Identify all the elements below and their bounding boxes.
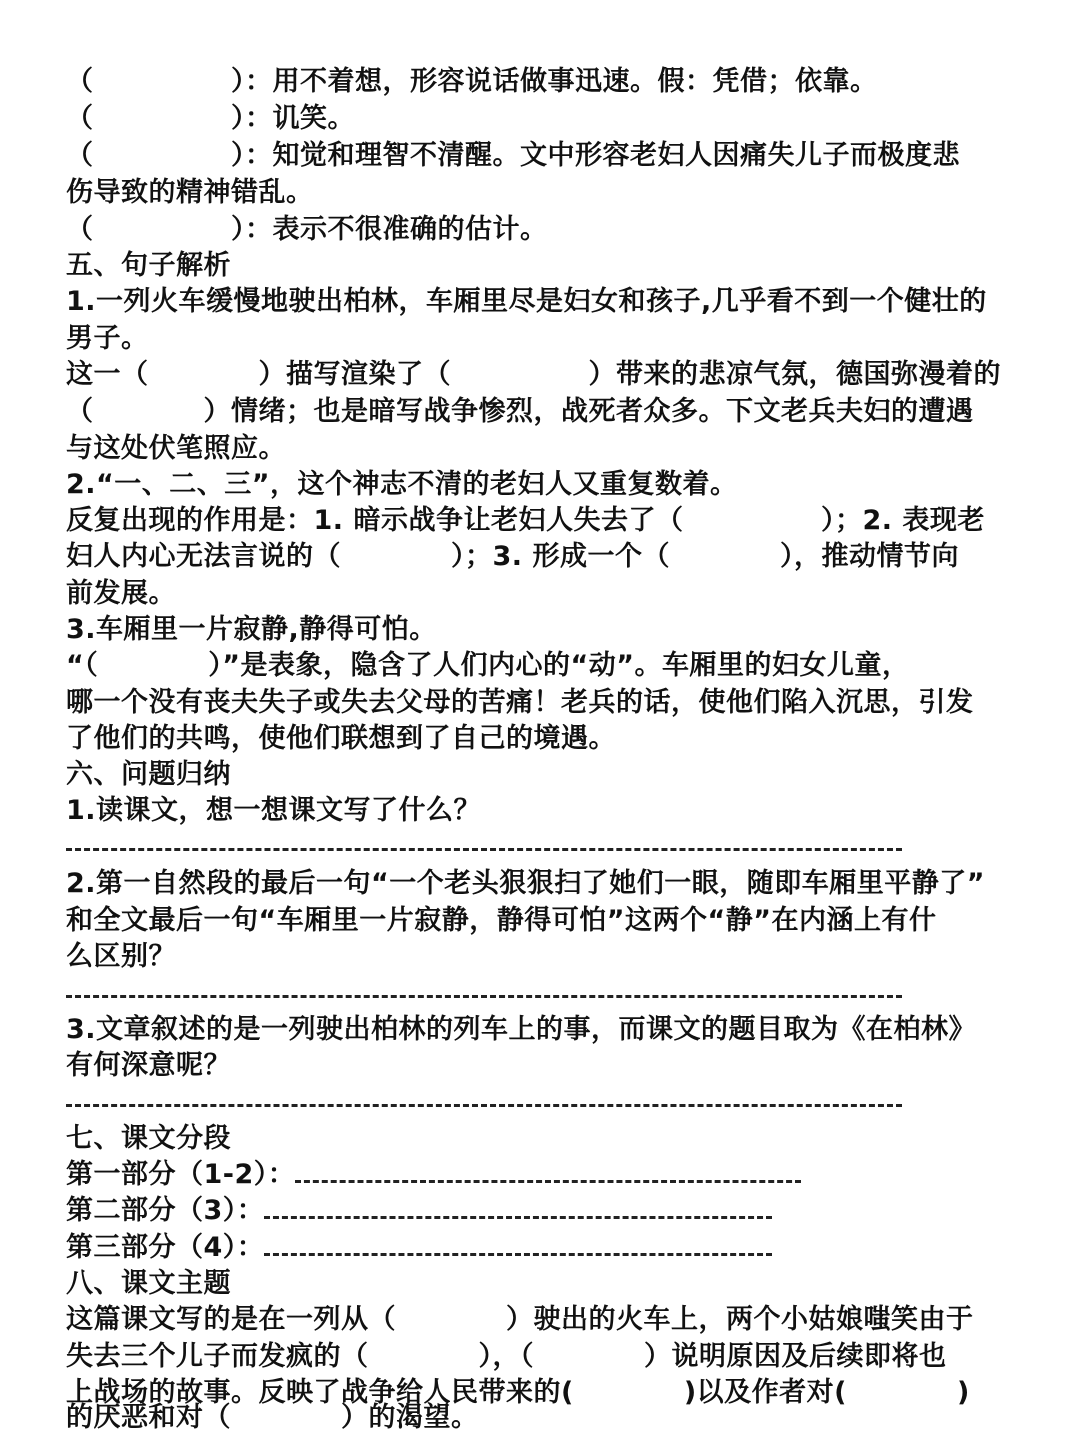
theme-line: 的厌恶和对（ ）的渴望。: [66, 1402, 479, 1433]
answer-blank[interactable]: [66, 995, 902, 998]
sentence-line: 反复出现的作用是：1. 暗示战争让老妇人失去了（ ）；2. 表现老: [66, 505, 985, 536]
part-line: [66, 1193, 1026, 1229]
section-title: 六、问题归纳: [66, 759, 231, 790]
question-line: 3.文章叙述的是一列驶出柏林的列车上的事，而课文的题目取为《在柏林》: [66, 1014, 977, 1045]
vocab-line: （ ）：讥笑。: [66, 103, 355, 134]
vocab-line: （ ）：用不着想，形容说话做事迅速。假：凭借；依靠。: [66, 66, 878, 97]
section-title: 八、课文主题: [66, 1268, 231, 1299]
theme-line: 上战场的故事。反映了战争给人民带来的( )以及作者对( ): [66, 1377, 970, 1408]
answer-blank[interactable]: [264, 1231, 772, 1256]
sentence-line: 前发展。: [66, 578, 176, 609]
part-label: 第一部分（1-2）：: [66, 1159, 296, 1190]
question-line: 和全文最后一句“车厢里一片寂静，静得可怕”这两个“静”在内涵上有什: [66, 905, 937, 936]
sentence-line: “（ ）”是表象，隐含了人们内心的“动”。车厢里的妇女儿童，: [66, 650, 910, 681]
part-label: 第二部分（3）：: [66, 1195, 265, 1226]
answer-blank[interactable]: [66, 1104, 902, 1107]
sentence-line: 男子。: [66, 323, 149, 354]
vocab-line: （ ）：知觉和理智不清醒。文中形容老妇人因痛失儿子而极度悲: [66, 140, 960, 171]
sentence-line: 2.“一、二、三”，这个神志不清的老妇人又重复数着。: [66, 469, 738, 500]
sentence-line: 1.一列火车缓慢地驶出柏林，车厢里尽是妇女和孩子,几乎看不到一个健壮的: [66, 286, 987, 317]
vocab-line: 伤导致的精神错乱。: [66, 177, 314, 208]
question-line: 么区别？: [66, 941, 176, 972]
section-title: 五、句子解析: [66, 250, 231, 281]
section-title: 七、课文分段: [66, 1123, 231, 1154]
theme-line: 这篇课文写的是在一列从（ ）驶出的火车上，两个小姑娘嗤笑由于: [66, 1304, 974, 1335]
question-line: 有何深意呢？: [66, 1050, 231, 1081]
theme-line: 失去三个儿子而发疯的（ ），（ ）说明原因及后续即将也: [66, 1341, 947, 1372]
sentence-line: 这一（ ）描写渲染了（ ）带来的悲凉气氛，德国弥漫着的: [66, 359, 1001, 390]
sentence-line: 与这处伏笔照应。: [66, 433, 286, 464]
answer-blank[interactable]: [295, 1158, 801, 1183]
sentence-line: （ ）情绪；也是暗写战争惨烈，战死者众多。下文老兵夫妇的遭遇: [66, 396, 974, 427]
answer-blank[interactable]: [264, 1194, 772, 1219]
sentence-line: 妇人内心无法言说的（ ）；3. 形成一个（ ），推动情节向: [66, 541, 959, 572]
part-line: [66, 1230, 1026, 1266]
part-label: 第三部分（4）：: [66, 1232, 265, 1263]
sentence-line: 3.车厢里一片寂静,静得可怕。: [66, 614, 437, 645]
answer-blank[interactable]: [66, 848, 902, 851]
question-line: 2.第一自然段的最后一句“一个老头狠狠扫了她们一眼，随即车厢里平静了”: [66, 868, 986, 899]
sentence-line: 哪一个没有丧夫失子或失去父母的苦痛！老兵的话，使他们陷入沉思，引发: [66, 687, 974, 718]
sentence-line: 了他们的共鸣，使他们联想到了自己的境遇。: [66, 723, 616, 754]
vocab-line: （ ）：表示不很准确的估计。: [66, 214, 548, 245]
part-line: [66, 1157, 1026, 1193]
question-line: 1.读课文，想一想课文写了什么？: [66, 795, 482, 826]
